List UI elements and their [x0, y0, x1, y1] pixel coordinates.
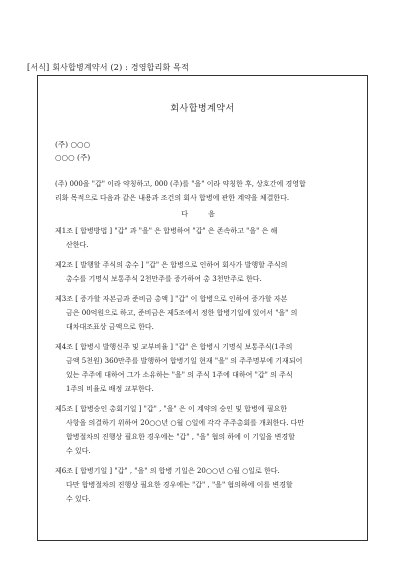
document-title: 회사합병계약서 — [170, 104, 235, 114]
contract-document — [37, 75, 368, 541]
article-4 — [55, 340, 358, 396]
intro-paragraph — [55, 177, 355, 205]
article-list — [55, 224, 358, 512]
article-line: 제1조 [ 합병방법 ] "갑" 과 "을" 은 합병하여 "갑" 은 존속하고 "을" 은 해 — [55, 227, 278, 235]
article-1 — [55, 224, 358, 252]
article-line: 제2조 [ 발행할 주식의 총수 ] "갑" 은 합병으로 인하여 회사가 발행할 주식의 — [55, 261, 288, 269]
article-6 — [55, 464, 358, 506]
article-5 — [55, 402, 358, 458]
article-line: 합병절차의 진행상 필요한 경우에는 "갑" , "을" 협의 하에 이 기일을 변경할 — [66, 433, 295, 441]
article-line: 제6조 [ 합병기일 ] "갑" , "을" 의 합병 기일은 20○○년 ○월 ○일로 한다. — [55, 467, 280, 475]
intro-line: (주) 000을 "갑" 이라 약칭하고, 000 (주)를 "을" 이라 약칭한 후, 상호간에 경영합 — [55, 180, 306, 188]
article-line: 산한다. — [66, 241, 89, 249]
article-line: 있는 주주에 대하여 그가 소유하는 "을" 의 주식 1주에 대하여 "갑" 의 주식 — [66, 371, 293, 379]
article-line: 제3조 [ 증가할 자본금과 준비금 총액 ] "갑" 이 합병으로 인하여 증가할 자본 — [55, 295, 288, 303]
article-line: 제5조 [ 합병승인 총회기일 ] "갑" , "을" 은 이 계약의 승인 및 합병에 필요한 — [55, 405, 287, 413]
article-line: 제4조 [ 합병시 발행신주 및 교부비율 ] "갑" 은 합병시 기명식 보통주식(1주의 — [55, 343, 293, 351]
party-gap: (주) ○○○ — [55, 140, 91, 149]
section-heading: 다 음 — [181, 210, 224, 218]
article-line: 금액 5천원) 360만주를 발행하여 합병기일 현재 "을" 의 주주명부에 기재되어 — [66, 357, 303, 365]
article-line: 금은 00억원으로 하고, 준비금은 제5조에서 정한 합병기일에 있어서 "을" 의 — [66, 309, 298, 317]
article-2 — [55, 258, 358, 286]
article-line: 대차대조표상 금액으로 한다. — [66, 323, 154, 331]
article-line: 총수를 기명식 보통주식 2천만주를 증가하여 총 3천만주로 한다. — [66, 275, 262, 283]
article-line: 1주의 비율로 배정 교부한다. — [66, 385, 154, 393]
form-heading: [서식] 회사합병계약서 (2) : 경영합리화 목적 — [27, 63, 190, 72]
party-eul: ○○○ (주) — [55, 153, 91, 162]
article-line: 수 있다. — [66, 495, 91, 503]
article-line: 다만 합병절차의 진행상 필요한 경우에는 "갑" , "을" 협의하에 이를 변경할 — [66, 481, 293, 489]
article-3 — [55, 292, 358, 334]
article-line: 사항을 의결하기 위하여 20○○년 ○월 ○일에 각각 주주총회를 개최한다. 다만 — [66, 419, 305, 427]
article-line: 수 있다. — [66, 447, 91, 455]
intro-line: 리화 목적으로 다음과 같은 내용과 조건의 회사 합병에 관한 계약을 체결한다. — [55, 194, 290, 202]
